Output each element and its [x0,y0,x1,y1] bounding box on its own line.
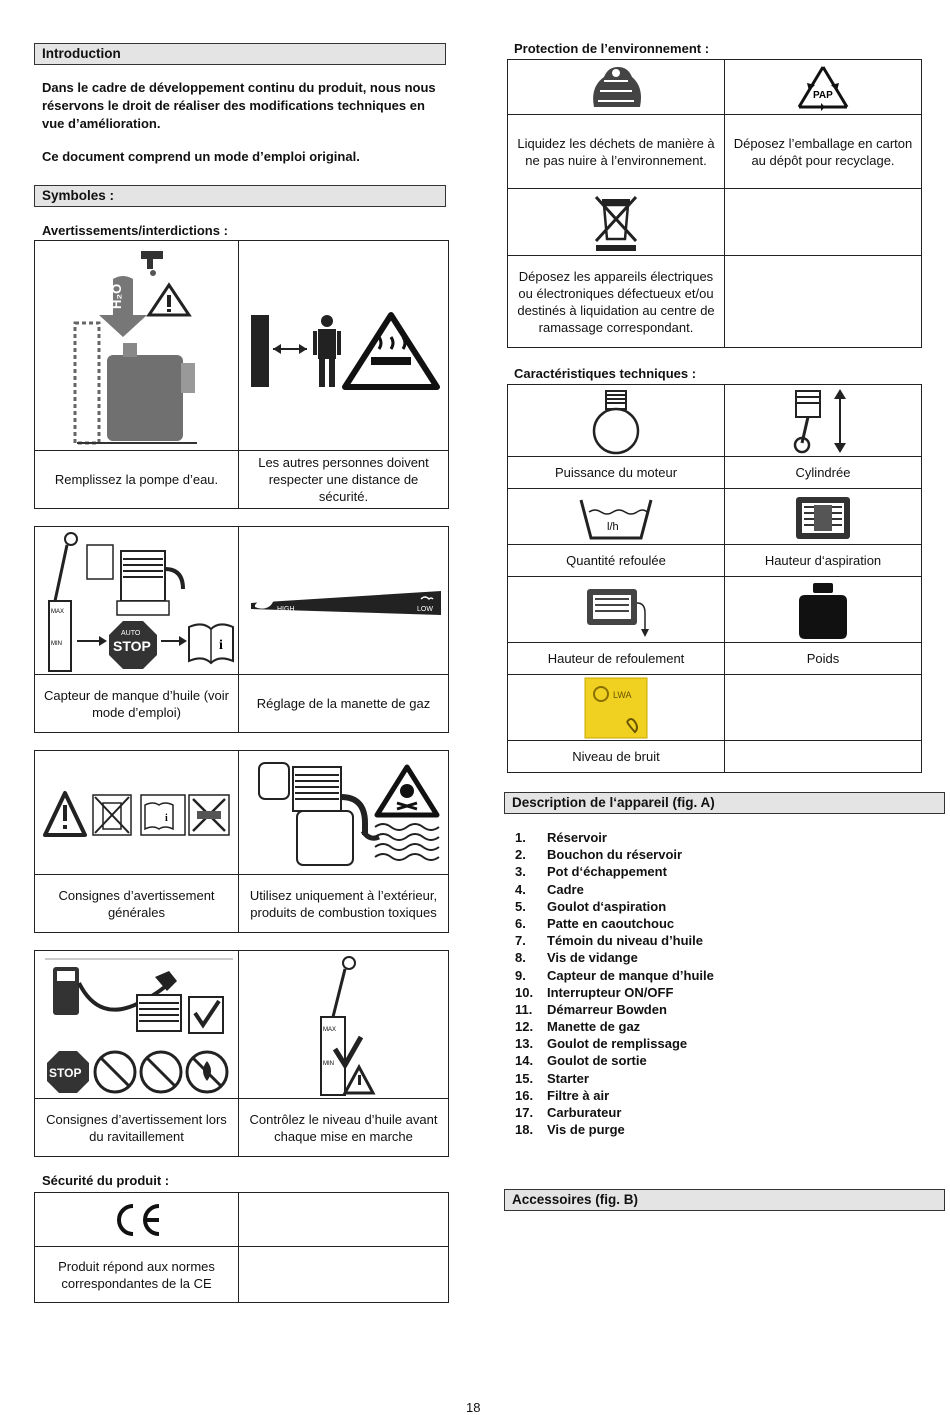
parts-list [515,829,714,1138]
list-item: 10. Interrupteur ON/OFF [515,984,674,1000]
warning-throttle-text: Réglage de la manette de gaz [239,675,449,733]
intro-paragraph-1: Dans le cadre de développement continu du produit, nous nous réservons le droit de réaliser des modifications techniques en vue d’amélioration. [42,80,436,131]
svg-text:MAX: MAX [322,1026,336,1033]
general-warnings-icon [35,751,239,875]
delivery-head-label: Hauteur de refoulement [508,643,725,675]
engine-power-label: Puissance du moteur [508,457,725,489]
svg-text:AUTO: AUTO [120,629,140,637]
product-safety-empty-icon-cell [239,1193,449,1247]
warnings-heading: Avertissements/interdictions : [42,223,228,238]
noise-level-label: Niveau de bruit [508,741,725,773]
displacement-label: Cylindrée [725,457,922,489]
list-item: 17. Carburateur [515,1105,622,1120]
warnings-table-2 [34,526,449,733]
delivery-head-icon [508,577,725,643]
warning-check-oil-text: Contrôlez le niveau d’huile avant chaque mise en marche [239,1099,449,1157]
description-heading: Description de l‘appareil (fig. A) [504,792,945,814]
product-safety-table [34,1192,449,1303]
symbols-heading: Symboles : [34,185,446,207]
warning-fill-water-text: Remplissez la pompe d’eau. [35,451,239,509]
recycle-waste-icon [508,60,725,115]
technical-empty-label [725,741,922,773]
list-item: 13. Goulot de remplissage [515,1036,688,1052]
suction-height-label: Hauteur d‘aspiration [725,545,922,577]
oil-sensor-icon [35,527,239,675]
accessories-heading: Accessoires (fig. B) [504,1189,945,1211]
list-item: 11. Démarreur Bowden [515,1001,667,1017]
svg-text:MIN: MIN [322,1060,334,1067]
environment-table [507,59,922,348]
fill-pump-water-icon [35,241,239,451]
check-oil-level-icon [239,951,449,1099]
technical-table [507,384,922,773]
engine-power-icon [508,385,725,457]
svg-text:LWA: LWA [613,689,632,700]
svg-text:i: i [164,812,168,824]
weee-bin-icon [508,189,725,256]
warning-general-text: Consignes d’avertissement générales [35,875,239,933]
svg-text:MAX: MAX [50,608,64,615]
warning-oil-sensor-text: Capteur de manque d’huile (voir mode d’emploi) [35,675,239,733]
safety-distance-icon [239,241,449,451]
svg-text:HIGH: HIGH [276,605,294,613]
product-safety-heading: Sécurité du produit : [42,1173,170,1188]
svg-text:H₂O: H₂O [108,283,124,309]
weight-label: Poids [725,643,922,675]
displacement-icon [725,385,922,457]
product-safety-empty-text [239,1247,449,1303]
flow-rate-label: Quantité refoulée [508,545,725,577]
pap-recycling-icon [725,60,922,115]
warning-safety-distance-text: Les autres personnes doivent respecter une distance de sécurité. [239,451,449,509]
throttle-lever-icon [239,527,449,675]
list-item: 15. Starter [515,1070,589,1086]
list-item: 14. Goulot de sortie [515,1053,647,1069]
warning-refueling-text: Consignes d’avertissement lors du ravitaillement [35,1099,239,1157]
list-item: 18. Vis de purge [515,1122,625,1138]
introduction-heading: Introduction [34,43,446,65]
environment-empty-icon-cell [725,189,922,256]
suction-height-icon [725,489,922,545]
warnings-table-1 [34,240,449,509]
svg-text:i: i [218,637,223,653]
technical-heading: Caractéristiques techniques : [514,366,697,381]
environment-empty-text [725,256,922,348]
list-item: 8. Vis de vidange [515,950,638,966]
weight-icon [725,577,922,643]
warnings-table-3 [34,750,449,933]
ce-compliance-text: Produit répond aux normes correspondantes de la CE [35,1247,239,1303]
noise-level-icon [508,675,725,741]
svg-text:STOP: STOP [112,637,151,654]
list-item: 3. Pot d‘échappement [515,864,667,880]
ce-mark-icon [35,1193,239,1247]
svg-text:MIN: MIN [50,640,62,647]
list-item: 9. Capteur de manque d’huile [515,967,714,983]
outdoor-use-toxic-fumes-icon [239,751,449,875]
dispose-waste-text: Liquidez les déchets de manière à ne pas nuire à l’environnement. [508,115,725,189]
warning-outdoor-use-text: Utilisez uniquement à l’extérieur, produits de combustion toxiques [239,875,449,933]
svg-text:l/h: l/h [607,520,619,533]
svg-text:LOW: LOW [416,605,433,613]
dispose-electrical-text: Déposez les appareils électriques ou électroniques défectueux et/ou destinés à liquidation au centre de ramassage correspondant. [508,256,725,348]
list-item: 12. Manette de gaz [515,1019,641,1035]
svg-text:PAP: PAP [813,90,833,101]
refueling-warnings-icon [35,951,239,1099]
environment-heading: Protection de l’environnement : [514,41,710,56]
list-item: 1. Réservoir [515,830,607,845]
list-item: 5. Goulot d‘aspiration [515,898,667,914]
flow-rate-icon [508,489,725,545]
list-item: 7. Témoin du niveau d’huile [515,933,704,949]
list-item: 2. Bouchon du réservoir [515,847,683,863]
technical-empty-icon-cell [725,675,922,741]
list-item: 4. Cadre [515,881,584,897]
dispose-packaging-text: Déposez l’emballage en carton au dépôt pour recyclage. [725,115,922,189]
list-item: 16. Filtre à air [515,1087,610,1103]
svg-text:STOP: STOP [48,1065,81,1080]
list-item: 6. Patte en caoutchouc [515,915,675,931]
page-number: 18 [466,1400,481,1415]
introduction-text [42,79,442,181]
warnings-table-4 [34,950,449,1157]
intro-paragraph-2: Ce document comprend un mode d’emploi original. [42,149,360,164]
